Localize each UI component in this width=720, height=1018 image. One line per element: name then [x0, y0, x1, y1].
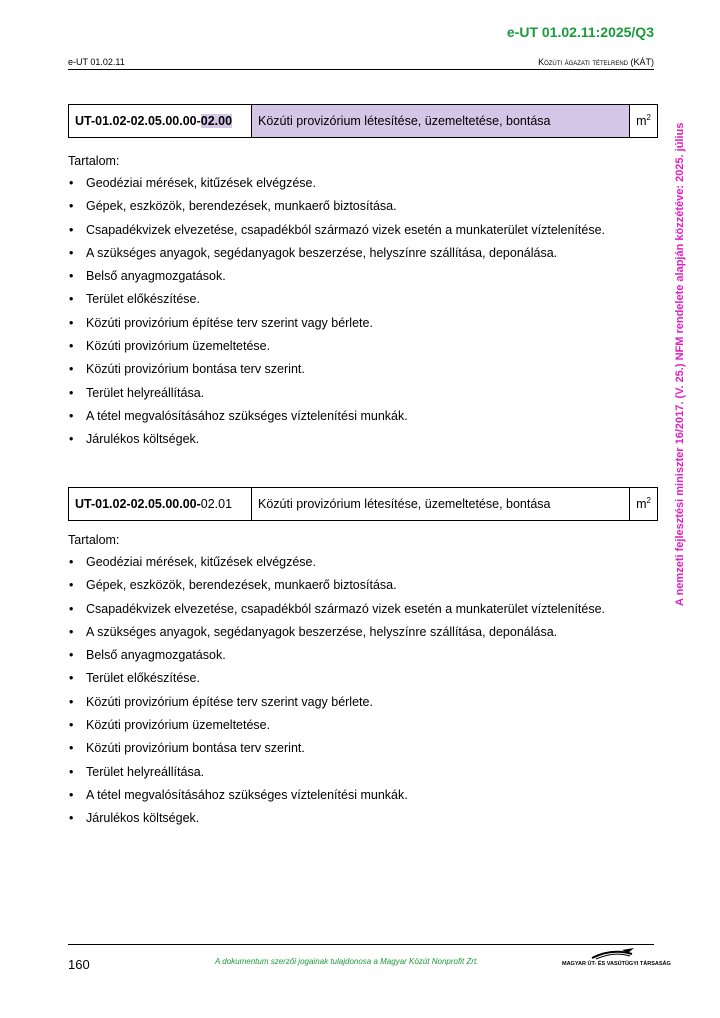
list-item: • Közúti provizórium üzemeltetése. — [68, 714, 658, 737]
list-item: • Járulékos költségek. — [68, 428, 658, 451]
contents-label: Tartalom: — [68, 533, 120, 547]
item-title: Közúti provizórium létesítése, üzemeltetése, bontása — [252, 105, 630, 138]
organization-logo — [562, 946, 671, 970]
logo-text: MAGYAR ÚT- ÉS VASÚTÜGYI TÁRSASÁG — [562, 961, 671, 967]
header-right: Közúti ágazati tételrend (KÁT) — [538, 57, 654, 67]
list-item: • Közúti provizórium bontása terv szerint. — [68, 358, 658, 381]
list-item: • Közúti provizórium építése terv szerint vagy bérlete. — [68, 312, 658, 335]
header-left: e-UT 01.02.11 — [68, 57, 125, 67]
list-item: • Csapadékvizek elvezetése, csapadékból származó vizek esetén a munkaterület víztelenítése. — [68, 598, 658, 621]
list-item: • Terület előkészítése. — [68, 288, 658, 311]
list-item: • Geodéziai mérések, kitűzések elvégzése. — [68, 172, 658, 195]
list-item: • Belső anyagmozgatások. — [68, 265, 658, 288]
list-item: • Közúti provizórium építése terv szerint vagy bérlete. — [68, 691, 658, 714]
list-item: • Belső anyagmozgatások. — [68, 644, 658, 667]
list-item: • Közúti provizórium bontása terv szerint. — [68, 737, 658, 760]
item-code-suffix: 02.01 — [200, 497, 233, 511]
item-title: Közúti provizórium létesítése, üzemeltetése, bontása — [252, 488, 630, 521]
list-item: • Csapadékvizek elvezetése, csapadékból származó vizek esetén a munkaterület víztelenítése. — [68, 219, 658, 242]
item-table — [68, 104, 658, 138]
list-item: • Gépek, eszközök, berendezések, munkaerő biztosítása. — [68, 195, 658, 218]
list-item: • Terület helyreállítása. — [68, 382, 658, 405]
list-item: • Gépek, eszközök, berendezések, munkaerő biztosítása. — [68, 574, 658, 597]
document-code: e-UT 01.02.11:2025/Q3 — [506, 24, 654, 40]
list-item: • A tétel megvalósításához szükséges víztelenítési munkák. — [68, 784, 658, 807]
logo-swoosh-icon — [562, 946, 656, 962]
list-item: • Terület előkészítése. — [68, 667, 658, 690]
item-code-suffix: 02.00 — [200, 114, 233, 128]
item-code-prefix: UT-01.02-02.05.00.00- — [75, 114, 201, 128]
copyright-note: A dokumentum szerzői jogainak tulajdonosa a Magyar Közút Nonprofit Zrt. — [215, 957, 479, 966]
list-item: • A szükséges anyagok, segédanyagok beszerzése, helyszínre szállítása, deponálása. — [68, 621, 658, 644]
contents-list — [68, 172, 658, 452]
item-contents — [68, 533, 658, 831]
contents-list — [68, 551, 658, 831]
item-table — [68, 487, 658, 521]
item-code-prefix: UT-01.02-02.05.00.00- — [75, 497, 201, 511]
item-row — [69, 105, 658, 138]
unit-exponent: 2 — [646, 496, 651, 506]
list-item: • Terület helyreállítása. — [68, 761, 658, 784]
list-item: • A tétel megvalósításához szükséges víztelenítési munkák. — [68, 405, 658, 428]
unit-base: m — [636, 497, 647, 512]
item-code — [69, 488, 252, 521]
item-code — [69, 105, 252, 138]
side-publication-note: A nemzeti fejlesztési miniszter 16/2017. (V. 25.) NFM rendelete alapján közzétéve: 2025. július — [674, 122, 686, 606]
unit-exponent: 2 — [646, 113, 651, 123]
footer-rule — [68, 944, 654, 945]
item-unit — [630, 105, 658, 138]
unit-base: m — [636, 114, 647, 129]
contents-label: Tartalom: — [68, 154, 120, 168]
page-number: 160 — [68, 957, 90, 972]
item-unit — [630, 488, 658, 521]
item-row — [69, 488, 658, 521]
header-rule — [68, 69, 654, 70]
list-item: • Járulékos költségek. — [68, 807, 658, 830]
item-contents — [68, 154, 658, 452]
list-item: • A szükséges anyagok, segédanyagok beszerzése, helyszínre szállítása, deponálása. — [68, 242, 658, 265]
list-item: • Geodéziai mérések, kitűzések elvégzése. — [68, 551, 658, 574]
list-item: • Közúti provizórium üzemeltetése. — [68, 335, 658, 358]
